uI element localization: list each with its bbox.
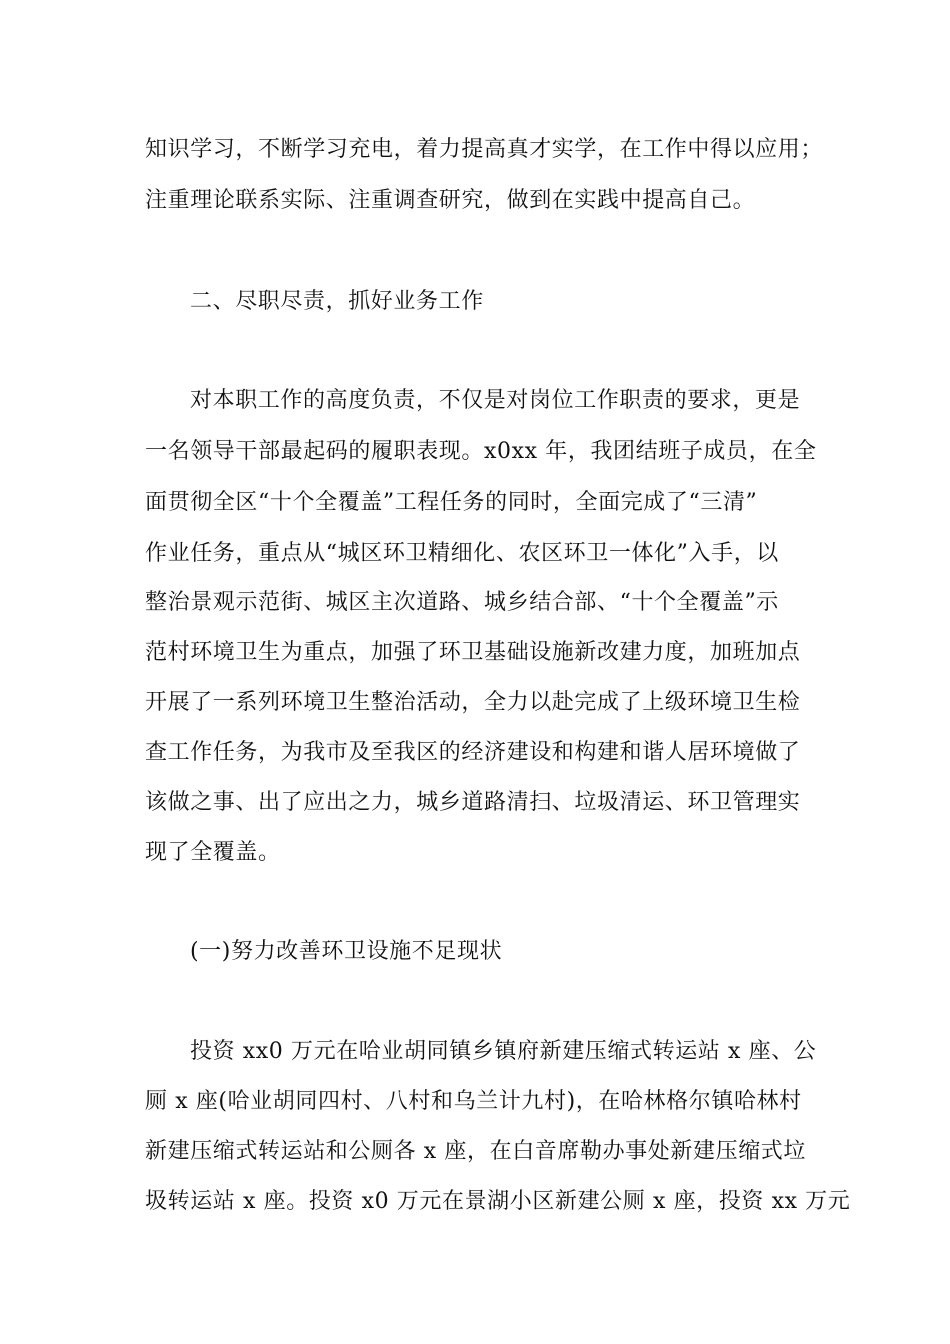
paragraph-2-line-8: 查工作任务，为我市及至我区的经济建设和构建和谐人居环境做了 — [145, 740, 801, 765]
paragraph-2-line-10: 现了全覆盖。 — [145, 840, 281, 865]
paragraph-3-line-2: 厕 x 座(哈业胡同四村、八村和乌兰计九村)，在哈林格尔镇哈林村 — [145, 1089, 802, 1114]
section-heading: 二、尽职尽责，抓好业务工作 — [190, 289, 484, 314]
paragraph-3-line-1: 投资 xx0 万元在哈业胡同镇乡镇府新建压缩式转运站 x 座、公 — [190, 1039, 817, 1064]
paragraph-3-line-4: 圾转运站 x 座。投资 x0 万元在景湖小区新建公厕 x 座，投资 xx 万元 — [145, 1189, 851, 1214]
paragraph-2-line-1: 对本职工作的高度负责，不仅是对岗位工作职责的要求，更是 — [190, 388, 801, 413]
paragraph-2-line-2: 一名领导干部最起码的履职表现。x0xx 年，我团结班子成员，在全 — [145, 439, 817, 464]
paragraph-2-line-6: 范村环境卫生为重点，加强了环卫基础设施新改建力度，加班加点 — [145, 640, 801, 665]
paragraph-3-line-3: 新建压缩式转运站和公厕各 x 座，在白音席勒办事处新建压缩式垃 — [145, 1139, 806, 1164]
paragraph-2-line-7: 开展了一系列环境卫生整治活动，全力以赴完成了上级环境卫生检 — [145, 690, 801, 715]
paragraph-1-line-1: 知识学习，不断学习充电，着力提高真才实学，在工作中得以应用； — [145, 137, 824, 162]
paragraph-2-line-5: 整治景观示范街、城区主次道路、城乡结合部、“十个全覆盖”示 — [145, 590, 779, 615]
paragraph-2-line-9: 该做之事、出了应出之力，城乡道路清扫、垃圾清运、环卫管理实 — [145, 790, 801, 815]
paragraph-2-line-4: 作业任务，重点从“城区环卫精细化、农区环卫一体化”入手，以 — [145, 541, 779, 566]
paragraph-2-line-3: 面贯彻全区“十个全覆盖”工程任务的同时，全面完成了“三清” — [145, 490, 758, 515]
paragraph-1-line-2: 注重理论联系实际、注重调查研究，做到在实践中提高自己。 — [145, 188, 756, 213]
subsection-heading: (一)努力改善环卫设施不足现状 — [190, 939, 503, 964]
